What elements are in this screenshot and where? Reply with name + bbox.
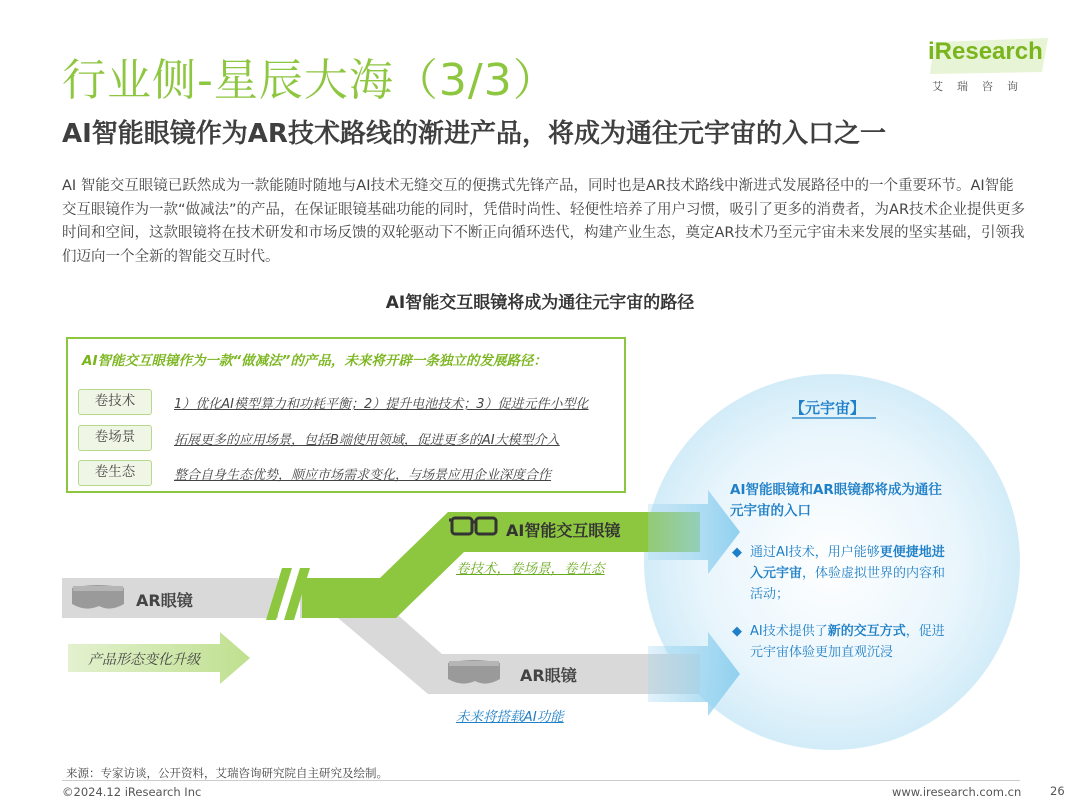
page-title: 行业侧-星辰大海（3/3） xyxy=(62,55,558,106)
tag-technology: 卷技术 xyxy=(78,389,152,415)
copyright: ©2024.12 iResearch Inc xyxy=(62,785,202,799)
tag-scenario: 卷场景 xyxy=(78,425,152,451)
intro-paragraph: AI 智能交互眼镜已跃然成为一款能随时随地与AI技术无缝交互的便携式先锋产品，同时也是AR技术路线中渐进式发展路径中的一个重要环节。AI智能交互眼镜作为一款“做减法”的产品，在保证眼镜基础功能的同时，凭借时尚性、轻便性培养了用户习惯，吸引了更多的消费者，为AR技术企业提供更多时间和空间，这款眼镜将在技术研发和市场反馈的双轮驱动下不断正向循环迭代，构建产业生态，奠定AR技术乃至元宇宙未来发展的坚实基础，引领我们迈向一个全新的智能交互时代。 xyxy=(62,178,1026,265)
ai-glasses-label: AI智能交互眼镜 xyxy=(506,521,621,540)
metaverse-label: 【元宇宙】 xyxy=(790,399,866,417)
ar-glasses-right-sub: 未来将搭载AI功能 xyxy=(456,709,564,725)
tag-ecosystem-desc: 整合自身生态优势，顺应市场需求变化，与场景应用企业深度合作 xyxy=(174,468,552,483)
ar-glasses-right-label: AR眼镜 xyxy=(520,666,577,685)
logo-subtext: 艾瑞咨询 xyxy=(932,80,1032,93)
ai-glasses-sub: 卷技术，卷场景，卷生态 xyxy=(456,561,605,577)
metaverse-bullet-2: AI技术提供了新的交互方式，促进元宇宙体验更加直观沉浸 xyxy=(750,624,945,660)
bullet-diamond-icon: ◆ xyxy=(732,624,742,639)
website-link[interactable]: www.iresearch.com.cn xyxy=(892,785,1022,799)
metaverse-heading: AI智能眼镜和AR眼镜都将成为通往元宇宙的入口 xyxy=(730,482,942,519)
page-number: 26 xyxy=(1050,784,1065,798)
ar-glasses-left-label: AR眼镜 xyxy=(136,591,193,610)
footer-divider xyxy=(62,780,1020,781)
evolution-label: 产品形态变化升级 xyxy=(88,652,200,668)
tag-technology-desc: 1）优化AI模型算力和功耗平衡；2）提升电池技术；3）促进元件小型化 xyxy=(174,397,589,412)
logo-text: iResearch xyxy=(928,38,1043,65)
metaverse-bullet-1: 通过AI技术，用户能够更便捷地进入元宇宙，体验虚拟世界的内容和活动； xyxy=(750,545,946,602)
diagram-title: AI智能交互眼镜将成为通往元宇宙的路径 xyxy=(385,293,695,313)
page-subtitle: AI智能眼镜作为AR技术路线的渐进产品，将成为通往元宇宙的入口之一 xyxy=(62,119,886,149)
source-note: 来源：专家访谈，公开资料，艾瑞咨询研究院自主研究及绘制。 xyxy=(66,766,388,780)
bullet-diamond-icon: ◆ xyxy=(732,545,742,560)
tag-ecosystem: 卷生态 xyxy=(78,460,152,486)
ar-glasses-icon-right xyxy=(448,660,500,684)
tag-scenario-desc: 拓展更多的应用场景，包括B端使用领域，促进更多的AI大模型介入 xyxy=(174,433,560,448)
ar-glasses-icon-left xyxy=(72,585,124,609)
box-heading: AI智能交互眼镜作为一款“做减法”的产品，未来将开辟一条独立的发展路径： xyxy=(82,353,547,369)
